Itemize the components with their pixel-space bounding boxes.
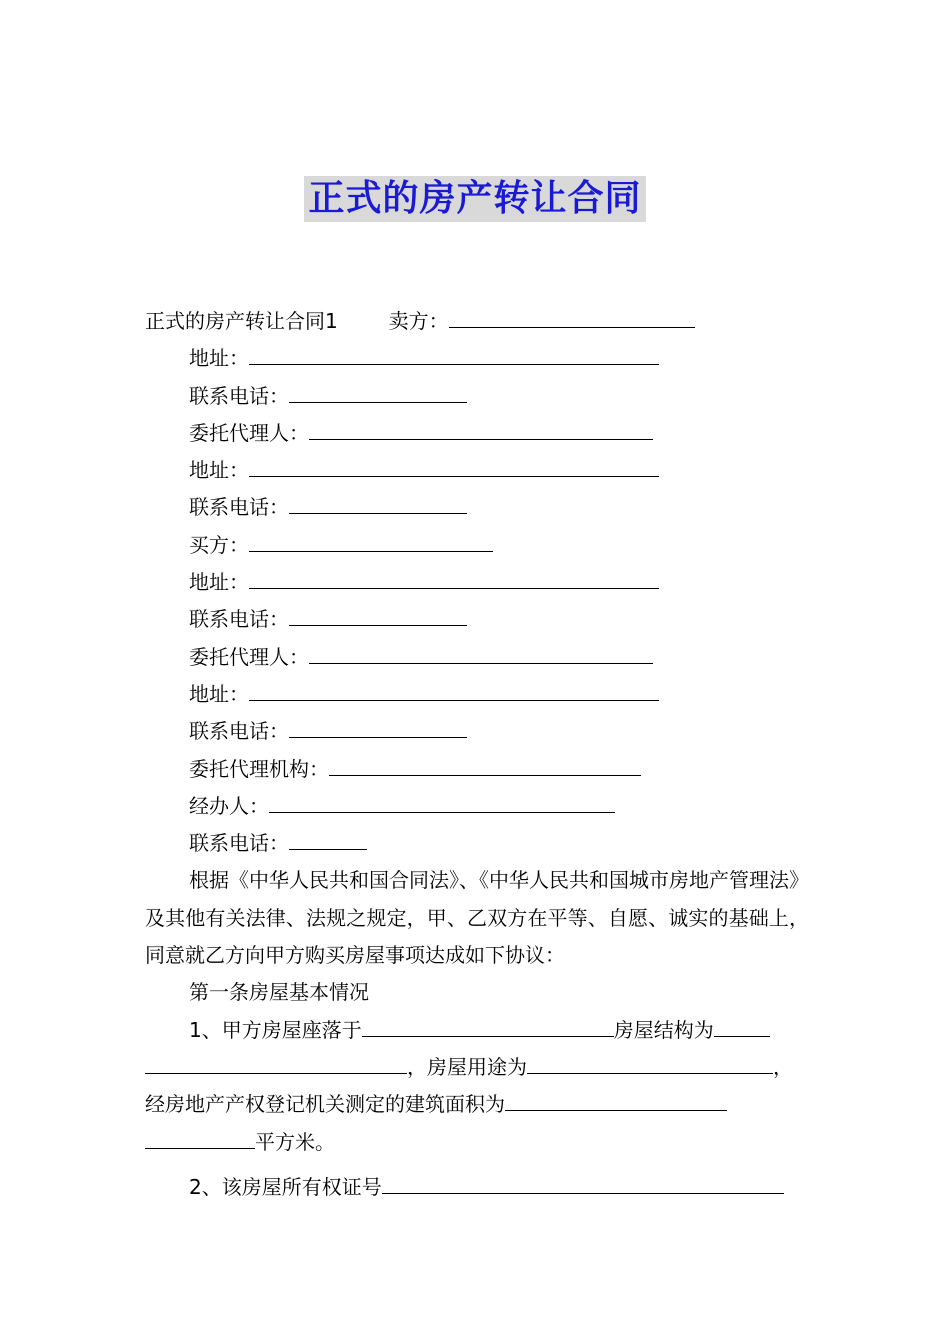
buyer-agent-line xyxy=(145,639,809,676)
article1-title: 第一条房屋基本情况 xyxy=(189,980,369,1005)
title-container xyxy=(0,176,950,222)
seller-agent-address-blank[interactable] xyxy=(249,454,659,477)
usage-blank-b[interactable] xyxy=(763,1051,773,1074)
seller-agent-blank[interactable] xyxy=(309,417,653,440)
area-blank-a[interactable] xyxy=(505,1088,727,1111)
seller-agent-phone-line xyxy=(145,489,809,526)
item1-unit-label: 平方米。 xyxy=(255,1129,335,1154)
item2-line xyxy=(145,1169,809,1206)
seller-address-blank[interactable] xyxy=(249,342,659,365)
location-blank[interactable] xyxy=(362,1014,614,1037)
seller-agent-label: 委托代理人： xyxy=(189,420,309,445)
document-body xyxy=(145,303,809,1206)
buyer-phone-line xyxy=(145,601,809,638)
item1-paragraph xyxy=(145,1012,809,1161)
buyer-agent-phone-label: 联系电话： xyxy=(189,719,289,744)
seller-address-label: 地址： xyxy=(189,346,249,371)
buyer-address-line xyxy=(145,564,809,601)
buyer-agent-phone-blank[interactable] xyxy=(289,715,467,738)
seller-label: 卖方： xyxy=(388,309,449,333)
buyer-address-blank[interactable] xyxy=(249,566,659,589)
certificate-blank[interactable] xyxy=(382,1171,784,1194)
item1-location-label: 1、甲方房屋座落于 xyxy=(189,1017,362,1042)
buyer-phone-blank[interactable] xyxy=(289,603,467,626)
document-title: 正式的房产转让合同 xyxy=(304,176,645,222)
spacer xyxy=(145,1161,809,1169)
seller-agent-line xyxy=(145,415,809,452)
buyer-phone-label: 联系电话： xyxy=(189,607,289,632)
seller-blank[interactable] xyxy=(449,305,695,328)
structure-blank-a[interactable] xyxy=(714,1014,770,1037)
seller-agent-phone-blank[interactable] xyxy=(289,491,467,514)
handler-blank[interactable] xyxy=(269,790,615,813)
handler-phone-blank[interactable] xyxy=(289,827,367,850)
buyer-line xyxy=(145,527,809,564)
contract-heading-prefix: 正式的房产转让合同1 xyxy=(145,309,338,333)
usage-blank-a[interactable] xyxy=(527,1051,763,1074)
buyer-agent-address-line xyxy=(145,676,809,713)
buyer-agent-address-blank[interactable] xyxy=(249,678,659,701)
agency-blank[interactable] xyxy=(329,753,641,776)
seller-address-line xyxy=(145,340,809,377)
seller-phone-line xyxy=(145,378,809,415)
handler-label: 经办人： xyxy=(189,793,269,818)
buyer-label: 买方： xyxy=(189,532,249,557)
structure-blank-b[interactable] xyxy=(145,1051,407,1074)
area-blank-b[interactable] xyxy=(145,1126,255,1149)
buyer-agent-label: 委托代理人： xyxy=(189,644,309,669)
handler-phone-label: 联系电话： xyxy=(189,831,289,856)
seller-agent-phone-label: 联系电话： xyxy=(189,495,289,520)
handler-phone-line xyxy=(145,825,809,862)
seller-phone-blank[interactable] xyxy=(289,380,467,403)
buyer-agent-phone-line xyxy=(145,713,809,750)
agency-label: 委托代理机构： xyxy=(189,756,329,781)
seller-phone-label: 联系电话： xyxy=(189,383,289,408)
seller-agent-address-line xyxy=(145,452,809,489)
agency-line xyxy=(145,751,809,788)
seller-line xyxy=(145,303,809,340)
buyer-address-label: 地址： xyxy=(189,570,249,595)
item1-area-label: ，经房地产产权登记机关测定的建筑面积为 xyxy=(145,1054,793,1117)
buyer-agent-blank[interactable] xyxy=(309,641,653,664)
item2-label: 2、该房屋所有权证号 xyxy=(189,1174,382,1199)
preamble-paragraph: 根据《中华人民共和国合同法》、《中华人民共和国城市房地产管理法》及其他有关法律、法规之规定，甲、乙双方在平等、自愿、诚实的基础上，同意就乙方向甲方购买房屋事项达成如下协议： xyxy=(145,868,809,968)
buyer-blank[interactable] xyxy=(249,529,493,552)
item1-usage-label: ，房屋用途为 xyxy=(407,1054,527,1079)
seller-agent-address-label: 地址： xyxy=(189,458,249,483)
item1-structure-label: 房屋结构为 xyxy=(613,1017,714,1042)
buyer-agent-address-label: 地址： xyxy=(189,681,249,706)
handler-line xyxy=(145,788,809,825)
